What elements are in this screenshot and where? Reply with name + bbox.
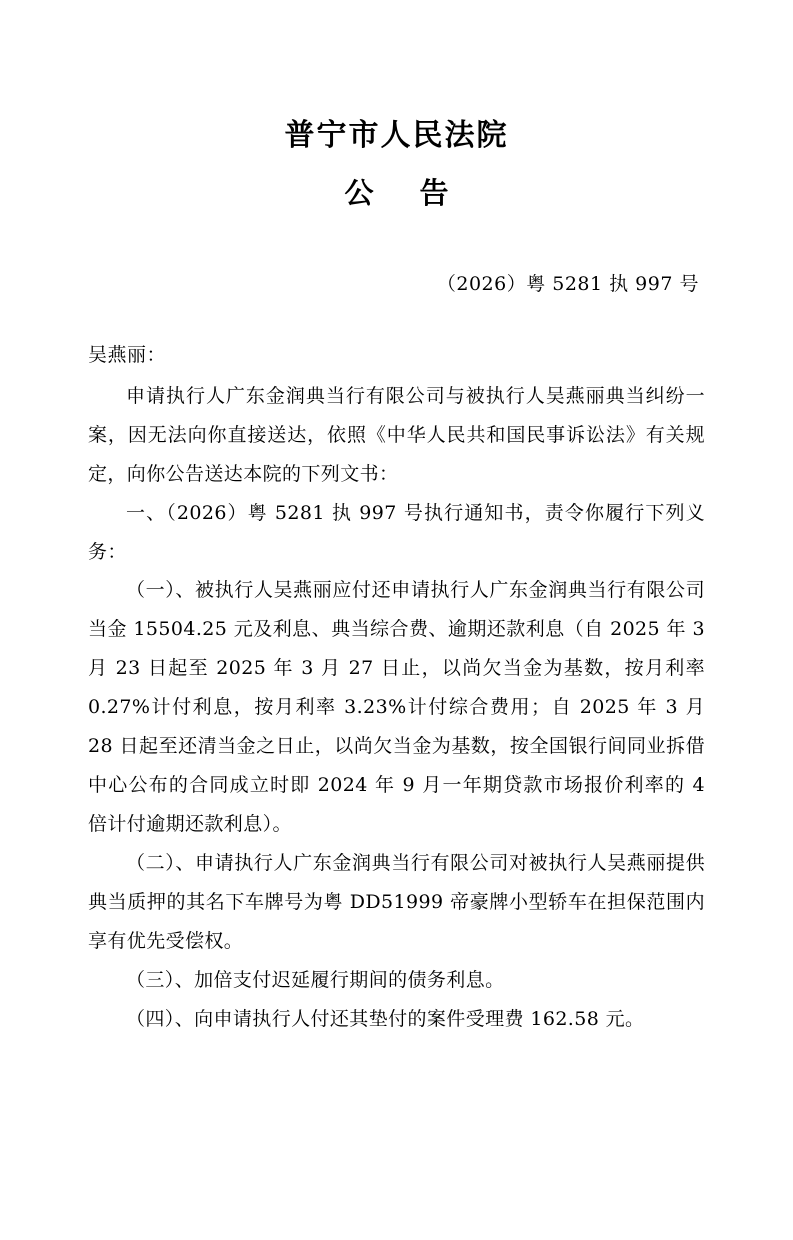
paragraph: 一、（2026）粤 5281 执 997 号执行通知书，责令你履行下列义务： (88, 501, 705, 563)
document-page (0, 118, 793, 1240)
document-type-heading: 公 告 (344, 176, 467, 210)
paragraph: （一）、被执行人吴燕丽应付还申请执行人广东金润典当行有限公司当金 15504.25 元及利息、典当综合费、逾期还款利息（自 2025 年 3 月 23 日起至 2025 年 3 月 27 日止，以尚欠当金为基数，按月利率 0.27%计付利息，按月利率 3.23%计付综合费用；自 2025 年 3 月 28 日起至还清当金之日止，以尚欠当金为基数，按全国银行间同业拆借中心公布的合同成立时即 2024 年 9 月一年期贷款市场报价利率的 4 倍计付逾期还款利息）。 (88, 579, 705, 836)
case-number: （2026）粤 5281 执 997 号 (436, 272, 699, 295)
paragraph: （四）、向申请执行人付还其垫付的案件受理费 162.58 元。 (126, 1007, 645, 1030)
paragraph: （二）、申请执行人广东金润典当行有限公司对被执行人吴燕丽提供典当质押的其名下车牌号为粤 DD51999 帝豪牌小型轿车在担保范围内享有优先受偿权。 (88, 852, 705, 952)
document-body (88, 377, 705, 1039)
court-title: 普宁市人民法院 (284, 118, 509, 153)
paragraph: （三）、加倍支付迟延履行期间的债务利息。 (126, 968, 505, 991)
paragraph: 申请执行人广东金润典当行有限公司与被执行人吴燕丽典当纠纷一案，因无法向你直接送达，依照《中华人民共和国民事诉讼法》有关规定，向你公告送达本院的下列文书： (88, 384, 705, 485)
recipient-name: 吴燕丽： (88, 343, 167, 366)
